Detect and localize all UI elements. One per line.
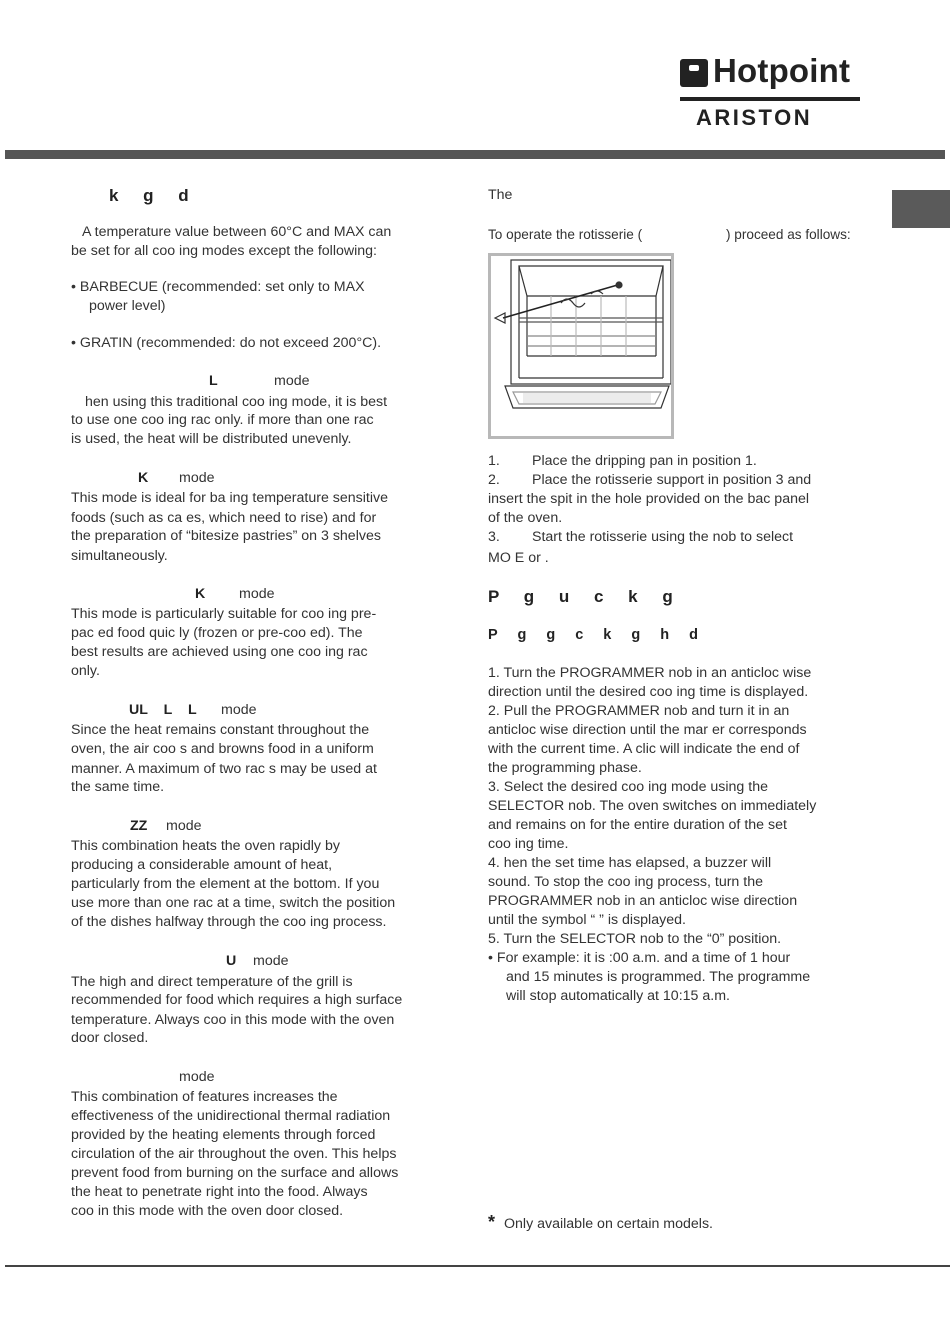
programming-line: and remains on for the entire duration of the set — [488, 817, 787, 833]
mode-text: producing a considerable amount of heat, — [71, 857, 333, 873]
mode-text: only. — [71, 663, 100, 679]
example-line: will stop automatically at 10:15 a.m. — [506, 988, 730, 1004]
mode-text: the preparation of “bitesize pastries” on 3 shelves — [71, 528, 381, 544]
programming-line: with the current time. A clic will indicate the end of — [488, 741, 800, 757]
programming-line: PROGRAMMER nob in an anticloc wise direction — [488, 893, 798, 909]
mode-label: mode — [239, 586, 275, 602]
oven-rotisserie-illustration — [488, 253, 674, 439]
example-line: and 15 minutes is programmed. The programme — [506, 969, 811, 985]
mode-text: door closed. — [71, 1030, 149, 1046]
mode-text: prevent food from burning on the surface and allows — [71, 1165, 399, 1181]
rotisserie-intro: To operate the rotisserie ( — [488, 227, 643, 242]
programming-line: anticloc wise direction until the mar er corresponds — [488, 722, 807, 738]
step-text: MO E or . — [488, 550, 549, 566]
programming-line: 2. Pull the PROGRAMMER nob and turn it in an — [488, 703, 790, 719]
mode-text: pac ed food quic ly (frozen or pre-coo ed). The — [71, 625, 363, 641]
example-bullet: • For example: it is :00 a.m. and a time of 1 hour — [488, 950, 791, 966]
footnote-text: Only available on certain models. — [504, 1216, 713, 1232]
mode-text: use more than one rac at a time, switch the position — [71, 895, 396, 911]
brand-logo — [680, 52, 860, 130]
mode-heading: K — [138, 470, 149, 486]
mode-label: mode — [253, 953, 289, 969]
programming-line: the programming phase. — [488, 760, 642, 776]
step-number: 2. — [488, 472, 500, 488]
mode-label: mode — [179, 470, 215, 486]
mode-heading: K — [195, 586, 206, 602]
mode-text: oven, the air coo s and browns food in a uniform — [71, 741, 374, 757]
mode-text: to use one coo ing rac only. if more than one rac — [71, 412, 374, 428]
step-number: 1. — [488, 453, 500, 469]
programming-line: 1. Turn the PROGRAMMER nob in an anticloc wise — [488, 665, 812, 681]
mode-label: mode — [221, 702, 257, 718]
rotisserie-intro-end: ) proceed as follows: — [726, 227, 851, 242]
mode-text: the heat to penetrate right into the food. Always — [71, 1184, 368, 1200]
section-title: k g d — [109, 186, 190, 205]
mode-heading: L — [209, 373, 218, 389]
mode-label: mode — [274, 373, 310, 389]
bullet-item-cont: power level) — [89, 298, 166, 314]
mode-text: This mode is particularly suitable for coo ing pre- — [71, 606, 377, 622]
programming-line: SELECTOR nob. The oven switches on immediately — [488, 798, 817, 814]
logo-divider — [680, 97, 860, 101]
mode-label: mode — [179, 1069, 215, 1085]
step-text: insert the spit in the hole provided on the bac panel — [488, 491, 810, 507]
mode-text: This mode is ideal for ba ing temperature sensitive — [71, 490, 389, 506]
mode-text: particularly from the element at the bottom. If you — [71, 876, 380, 892]
hotpoint-logo-icon — [680, 59, 708, 87]
programming-subheading: P g g c k g h d — [488, 627, 699, 643]
step-number: 3. — [488, 529, 500, 545]
programming-heading: P g u c k g — [488, 587, 674, 606]
mode-text: recommended for food which requires a high surface — [71, 992, 403, 1008]
intro-line: be set for all coo ing modes except the following: — [71, 243, 377, 259]
mode-text: provided by the heating elements through forced — [71, 1127, 376, 1143]
brand-subname: ARISTON — [696, 105, 813, 130]
mode-text: This combination of features increases the — [71, 1089, 338, 1105]
programming-line: until the symbol “ ” is displayed. — [488, 912, 686, 928]
programming-line: 5. Turn the SELECTOR nob to the “0” position. — [488, 931, 782, 947]
mode-text: simultaneously. — [71, 548, 168, 564]
mode-text: This combination heats the oven rapidly by — [71, 838, 340, 854]
step-text: Start the rotisserie using the nob to select — [532, 529, 794, 545]
mode-text: hen using this traditional coo ing mode, it is best — [85, 394, 388, 410]
mode-text: is used, the heat will be distributed unevenly. — [71, 431, 352, 447]
intro-line: A temperature value between 60°C and MAX can — [82, 224, 392, 240]
step-text: Place the dripping pan in position 1. — [532, 453, 757, 469]
programming-line: coo ing time. — [488, 836, 569, 852]
mode-text: of the dishes halfway through the coo ing process. — [71, 914, 387, 930]
oven-drawing — [491, 256, 671, 436]
mode-text: best results are achieved using one coo ing rac — [71, 644, 368, 660]
mode-heading: ZZ — [130, 818, 148, 834]
programming-line: sound. To stop the coo ing process, turn the — [488, 874, 763, 890]
step-text: Place the rotisserie support in position 3 and — [532, 472, 812, 488]
mode-text: Since the heat remains constant throughout the — [71, 722, 370, 738]
mode-text: circulation of the air throughout the oven. This helps — [71, 1146, 397, 1162]
programming-line: direction until the desired coo ing time is displayed. — [488, 684, 809, 700]
mode-heading: UL L L — [129, 702, 197, 718]
step-text: of the oven. — [488, 510, 563, 526]
mode-text: The high and direct temperature of the grill is — [71, 974, 353, 990]
programming-line: 3. Select the desired coo ing mode using the — [488, 779, 768, 795]
brand-name: Hotpoint — [713, 52, 851, 89]
footer-rule — [5, 1265, 950, 1267]
bullet-item: • GRATIN (recommended: do not exceed 200°C). — [71, 335, 382, 351]
mode-text: foods (such as ca es, which need to rise) and for — [71, 510, 377, 526]
mode-text: coo in this mode with the oven door closed. — [71, 1203, 344, 1219]
rotisserie-title: The — [488, 187, 513, 203]
mode-text: the same time. — [71, 779, 165, 795]
mode-text: effectiveness of the unidirectional thermal radiation — [71, 1108, 391, 1124]
footnote-asterisk: * — [488, 1212, 496, 1232]
bullet-item: • BARBECUE (recommended: set only to MAX — [71, 279, 365, 295]
mode-text: manner. A maximum of two rac s may be used at — [71, 761, 377, 777]
mode-heading: U — [226, 953, 237, 969]
mode-text: temperature. Always coo in this mode with the oven — [71, 1012, 395, 1028]
mode-label: mode — [166, 818, 202, 834]
section-tab — [892, 190, 950, 228]
programming-line: 4. hen the set time has elapsed, a buzzer will — [488, 855, 772, 871]
header-bar — [5, 150, 945, 159]
